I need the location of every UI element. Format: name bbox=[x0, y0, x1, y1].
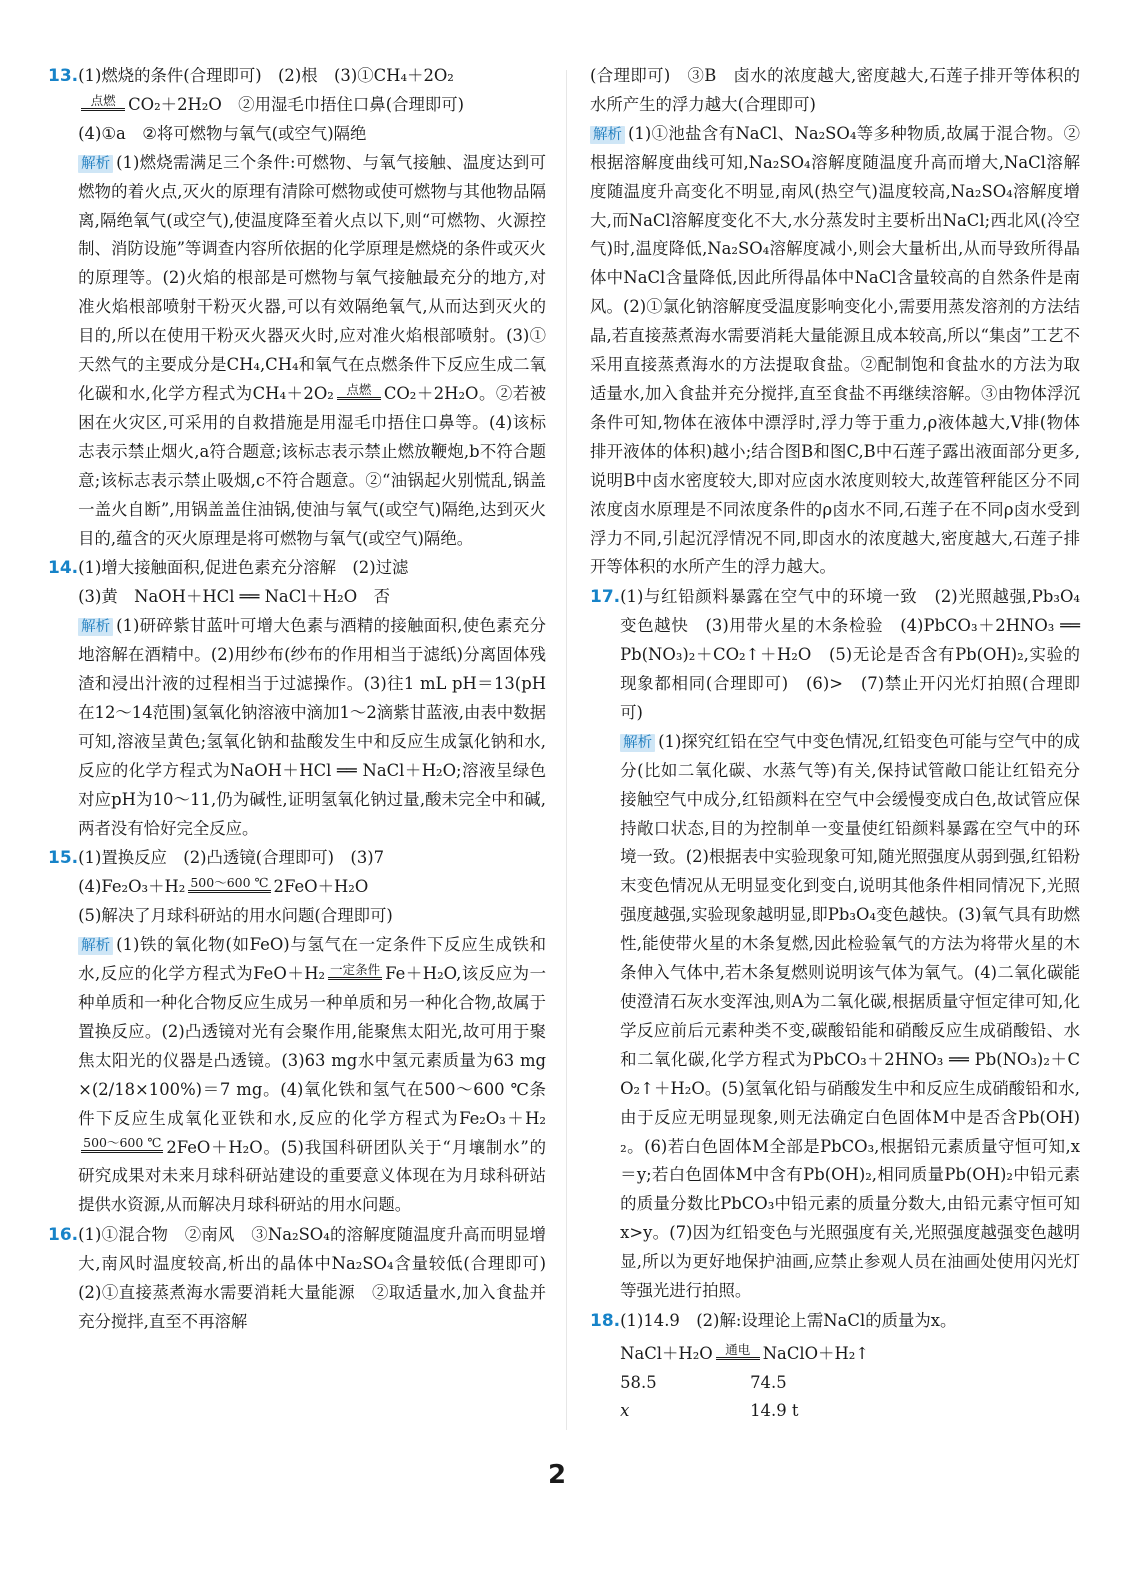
reaction-arrow bbox=[81, 1136, 163, 1162]
page-number: 2 bbox=[548, 1460, 567, 1490]
reaction-arrow bbox=[188, 876, 270, 902]
answer-text: (4)Fe₂O₃＋H₂ bbox=[78, 877, 186, 897]
answer-text: (1)增大接触面积,促进色素充分溶解 (2)过滤 bbox=[78, 558, 409, 578]
answer-text: (1)①混合物 ②南风 ③Na₂SO₄的溶解度随温度升高而明显增大,南风时温度较高,析出的晶体中Na₂SO₄含量较低(合理即可) (2)①直接蒸煮海水需要消耗大量能源 ②取适量水,加入食盐并充分搅拌,直至不再溶解 bbox=[78, 1225, 563, 1331]
question-number: 17. bbox=[590, 587, 621, 608]
analysis-tag: 解析 bbox=[78, 618, 113, 636]
answer-text: CO₂＋2H₂O ②用湿毛巾捂住口鼻(合理即可) bbox=[128, 94, 465, 114]
calc-value: 14.9 t bbox=[750, 1400, 799, 1420]
answer-17 bbox=[590, 583, 1080, 1306]
answer-text: (1)置换反应 (2)凸透镜(合理即可) (3)7 bbox=[78, 848, 385, 868]
analysis-tag: 解析 bbox=[78, 155, 113, 173]
answer-text: 2FeO＋H₂O bbox=[273, 877, 369, 897]
explanation bbox=[78, 931, 546, 1220]
question-number: 16. bbox=[48, 1225, 79, 1246]
explanation-text: Fe＋H₂O,该反应为一种单质和一种化合物反应生成另一种单质和另一种化合物,故属于置换反应。(2)凸透镜对光有会聚作用,能聚焦太阳光,故可用于聚焦太阳光的仪器是凸透镜。(3)63 mg水中氢元素质量为63 mg×(2/18×100%)＝7 mg。(4)氧化铁和氢气在500～600 ℃条件下反应生成氧化亚铁和水,反应的化学方程式为Fe₂O₃＋H₂ bbox=[78, 964, 547, 1128]
explanation bbox=[78, 149, 546, 554]
calc-value: 74.5 bbox=[750, 1372, 787, 1392]
answer-text: (合理即可) ③B 卤水的浓度越大,密度越大,石莲子排开等体积的水所产生的浮力越大(合理即可) bbox=[590, 66, 1080, 114]
reaction-condition: 点燃 bbox=[346, 381, 372, 397]
analysis-tag: 解析 bbox=[78, 937, 113, 955]
calc-value: 58.5 bbox=[620, 1372, 657, 1392]
answer-14 bbox=[48, 554, 546, 843]
analysis-tag: 解析 bbox=[590, 126, 625, 144]
reaction-arrow bbox=[328, 963, 382, 989]
equation bbox=[620, 1340, 1080, 1369]
explanation bbox=[590, 120, 1080, 583]
answer-text: (4)①a ②将可燃物与氧气(或空气)隔绝 bbox=[78, 123, 367, 143]
explanation-text: (1)铁的氧化物(如FeO)与氢气在一定条件下反应生成铁和水,反应的化学方程式为FeO＋H₂ bbox=[78, 935, 546, 984]
explanation-text: (1)研碎紫甘蓝叶可增大色素与酒精的接触面积,使色素充分地溶解在酒精中。(2)用纱布(纱布的作用相当于滤纸)分离固体残渣和浸出汁液的过程相当于过滤操作。(3)往1 mL pH＝13(pH在12～14范围)氢氧化钠溶液中滴加1～2滴紫甘蓝液,由表中数据可知,溶液呈黄色;氢氧化钠和盐酸发生中和反应生成氯化钠和水,反应的化学方程式为NaOH＋HCl ══ NaCl＋H₂O;溶液呈绿色对应pH为10～11,仍为碱性,证明氢氧化钠过量,酸未完全中和碱,两者没有恰好完全反应。 bbox=[78, 616, 546, 838]
explanation bbox=[78, 612, 546, 843]
reaction-arrow bbox=[81, 94, 125, 120]
equation-left: NaCl＋H₂O bbox=[620, 1343, 713, 1363]
question-number: 15. bbox=[48, 848, 79, 869]
answer-16-continued bbox=[590, 62, 1080, 582]
reaction-condition: 点燃 bbox=[90, 92, 116, 108]
reaction-condition: 500～600 ℃ bbox=[190, 875, 269, 891]
equation bbox=[78, 91, 546, 120]
equation-right: NaClO＋H₂↑ bbox=[762, 1343, 870, 1363]
answer-13 bbox=[48, 62, 546, 553]
answer-18 bbox=[590, 1307, 1080, 1425]
answer-16 bbox=[48, 1221, 563, 1337]
reaction-condition: 一定条件 bbox=[330, 962, 381, 977]
explanation-text: (1)燃烧需满足三个条件:可燃物、与氧气接触、温度达到可燃物的着火点,灭火的原理有清除可燃物或使可燃物与其他物品隔离,隔绝氧气(或空气),使温度降至着火点以下,则“可燃物、火源控制、消防设施”等调查内容所依据的化学原理是燃烧的条件或灭火的原理等。(2)火焰的根部是可燃物与氧气接触最充分的地方,对准火焰根部喷射干粉灭火器,可以有效隔绝氧气,从而达到灭火的目的,所以在使用干粉灭火器灭火时,应对准火焰根部喷射。(3)①天然气的主要成分是CH₄,CH₄和氧气在点燃条件下反应生成二氧化碳和水,化学方程式为CH₄＋2O₂ bbox=[78, 152, 546, 403]
answer-text: (5)解决了月球科研站的用水问题(合理即可) bbox=[78, 906, 393, 926]
reaction-condition: 通电 bbox=[725, 1341, 751, 1357]
right-column bbox=[590, 62, 1080, 1426]
answer-text: (1)与红铅颜料暴露在空气中的环境一致 (2)光照越强,Pb₃O₄变色越快 (3)用带火星的木条检验 (4)PbCO₃＋2HNO₃ ══ Pb(NO₃)₂＋CO₂↑＋H₂O (5)无论是否含有Pb(OH)₂,实验的现象都相同(合理即可) (6)> (7)禁止开闪光灯拍照(合理即可) bbox=[620, 587, 1080, 722]
answer-text: (1)14.9 (2)解:设理论上需NaCl的质量为x。 bbox=[620, 1310, 957, 1330]
question-number: 18. bbox=[590, 1310, 621, 1331]
column-divider bbox=[566, 70, 567, 1430]
calc-value: x bbox=[620, 1400, 630, 1420]
mass-ratio-row bbox=[620, 1369, 1080, 1397]
calculation-block bbox=[620, 1340, 1080, 1425]
analysis-tag: 解析 bbox=[620, 734, 655, 752]
answer-text: (3)黄 NaOH＋HCl ══ NaCl＋H₂O 否 bbox=[78, 587, 390, 607]
equation bbox=[78, 873, 546, 902]
explanation-text: (1)①池盐含有NaCl、Na₂SO₄等多种物质,故属于混合物。②根据溶解度曲线可知,Na₂SO₄溶解度随温度升高而增大,NaCl溶解度随温度升高变化不明显,南风(热空气)温度较高,Na₂SO₄溶解度增大,而NaCl溶解度变化不大,水分蒸发时主要析出NaCl;西北风(冷空气)时,温度降低,Na₂SO₄溶解度减小,则会大量析出,从而导致所得晶体中NaCl含量降低,因此所得晶体中NaCl含量较高的自然条件是南风。(2)①氯化钠溶解度受温度影响变化小,需要用蒸发溶剂的方法结晶,若直接蒸煮海水需要消耗大量能源且成本较高,所以“集卤”工艺不采用直接蒸煮海水的方法提取食盐。②配制饱和食盐水的方法为取适量水,加入食盐并充分搅拌,直至食盐不再继续溶解。③由物体浮沉条件可知,物体在液体中漂浮时,浮力等于重力,ρ液体越大,V排(物体排开液体的体积)越小;结合图B和图C,B中石莲子露出液面部分更多,说明B中卤水密度较大,即对应卤水浓度则较大,故莲管秤能区分不同浓度卤水原理是不同浓度条件的ρ卤水不同,石莲子在不同ρ卤水受到浮力不同,引起沉浮情况不同,即卤水的浓度越大,密度越大,石莲子排开等体积的水所产生的浮力越大。 bbox=[590, 123, 1080, 577]
left-column bbox=[48, 62, 563, 1338]
explanation-text: CO₂＋2H₂O。②若被困在火灾区,可采用的自救措施是用湿毛巾捂住口鼻等。(4)该标志表示禁止烟火,a符合题意;该标志表示禁止燃放鞭炮,b不符合题意;该标志表示禁止吸烟,c不符合题意。②“油锅起火别慌乱,锅盖一盖火自断”,用锅盖盖住油锅,使油与氧气(或空气)隔绝,达到灭火目的,蕴含的灭火原理是将可燃物与氧气(或空气)隔绝。 bbox=[78, 383, 546, 548]
explanation bbox=[620, 728, 1080, 1306]
reaction-arrow bbox=[337, 383, 381, 409]
question-number: 13. bbox=[48, 66, 79, 86]
reaction-arrow bbox=[716, 1343, 760, 1369]
explanation-text: 2FeO＋H₂O。(5)我国科研团队关于“月壤制水”的研究成果对未来月球科研站建设的重要意义体现在为月球科研站提供水资源,从而解决月球科研站的用水问题。 bbox=[78, 1137, 546, 1215]
reaction-condition: 500～600 ℃ bbox=[83, 1135, 162, 1151]
explanation-text: (1)探究红铅在空气中变色情况,红铅变色可能与空气中的成分(比如二氧化碳、水蒸气等)有关,保持试管敞口能让红铅充分接触空气中成分,红铅颜料在空气中会缓慢变成白色,故试管应保持敞口状态,目的为控制单一变量使红铅颜料暴露在空气中的环境一致。(2)根据表中实验现象可知,随光照强度从弱到强,红铅粉末变色情况从无明显变化到变白,说明其他条件相同情况下,光照强度越强,实验现象越明显,即Pb₃O₄变色越快。(3)氧气具有助燃性,能使带火星的木条复燃,因此检验氧气的方法为将带火星的木条伸入气体中,若木条复燃则说明该气体为氧气。(4)二氧化碳能使澄清石灰水变浑浊,则A为二氧化碳,根据质量守恒定律可知,化学反应前后元素种类不变,碳酸铅能和硝酸反应生成硝酸铅、水和二氧化碳,化学方程式为PbCO₃＋2HNO₃ ══ Pb(NO₃)₂＋CO₂↑＋H₂O。(5)氢氧化铅与硝酸发生中和反应生成硝酸铅和水,由于反应无明显现象,则无法确定白色固体M中是否含Pb(OH)₂。(6)若白色固体M全部是PbCO₃,根据铅元素质量守恒可知,x＝y;若白色固体M中含有Pb(OH)₂,相同质量Pb(OH)₂中铅元素的质量分数比PbCO₃中铅元素的质量分数大,由铅元素守恒可知x>y。(7)因为红铅变色与光照强度有关,光照强度越强变色越明显,所以为更好地保护油画,应禁止参观人员在油画处使用闪光灯等强光进行拍照。 bbox=[620, 731, 1080, 1301]
question-number: 14. bbox=[48, 558, 79, 579]
answer-15 bbox=[48, 844, 546, 1220]
answer-text: (1)燃烧的条件(合理即可) (2)根 (3)①CH₄＋2O₂ bbox=[78, 66, 454, 85]
mass-row bbox=[620, 1397, 1080, 1425]
